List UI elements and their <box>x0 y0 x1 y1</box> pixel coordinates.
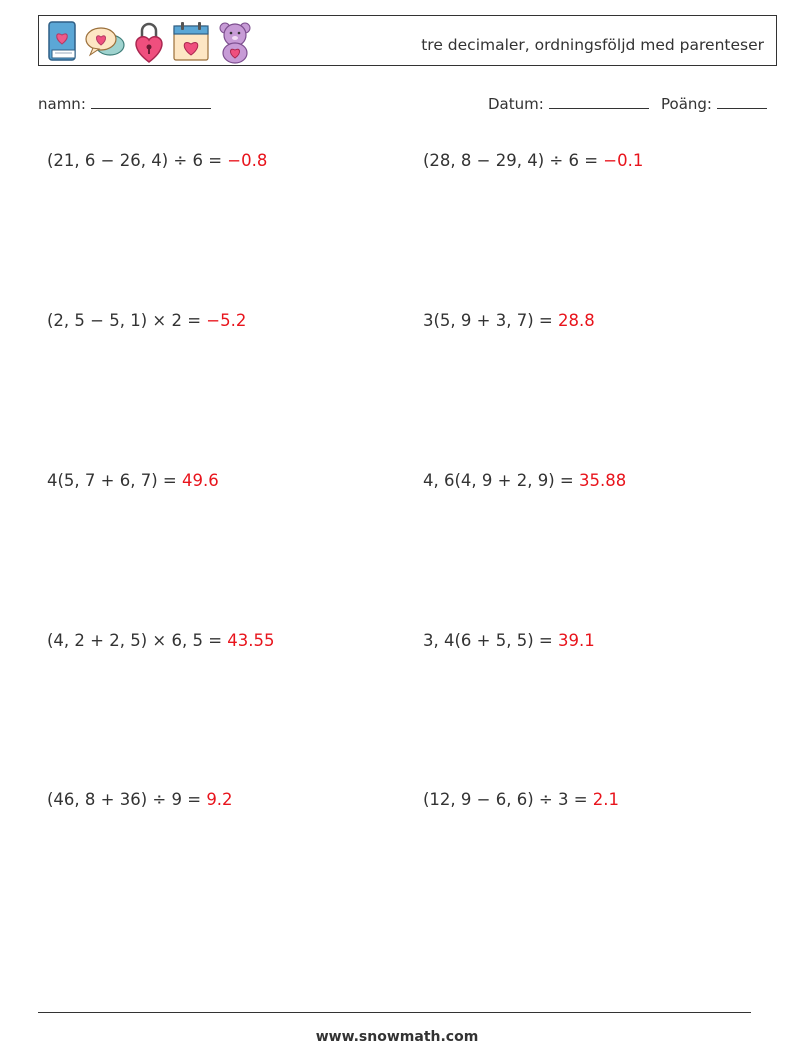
header-icons <box>46 20 254 64</box>
problem-2 <box>423 151 643 170</box>
problem-answer: 9.2 <box>206 790 233 809</box>
date-field[interactable] <box>488 94 649 113</box>
footer-divider <box>38 1012 751 1013</box>
worksheet-title: tre decimaler, ordningsföljd med parenteser <box>421 36 764 54</box>
problem-expression: (2, 5 − 5, 1) × 2 = <box>47 311 202 330</box>
problem-expression: (21, 6 − 26, 4) ÷ 6 = <box>47 151 223 170</box>
score-line[interactable] <box>717 94 767 109</box>
problem-10 <box>423 790 619 809</box>
problem-9 <box>47 790 233 809</box>
problem-expression: (28, 8 − 29, 4) ÷ 6 = <box>423 151 599 170</box>
problem-expression: 3, 4(6 + 5, 5) = <box>423 631 553 650</box>
problem-answer: 2.1 <box>592 790 620 809</box>
problem-4 <box>423 311 595 330</box>
problem-answer: 28.8 <box>557 311 595 330</box>
calendar-heart-icon <box>172 20 210 62</box>
heart-lock-icon <box>132 20 166 64</box>
problem-expression: 4, 6(4, 9 + 2, 9) = <box>423 471 574 490</box>
footer-url[interactable]: www.snowmath.com <box>315 1029 479 1045</box>
problem-answer: −0.8 <box>227 151 268 170</box>
problem-answer: 35.88 <box>578 471 627 490</box>
problem-7 <box>47 631 275 650</box>
speech-bubbles-heart-icon <box>84 20 126 62</box>
problem-expression: 3(5, 9 + 3, 7) = <box>423 311 553 330</box>
score-field[interactable] <box>661 94 767 113</box>
name-line[interactable] <box>91 94 211 109</box>
problem-answer: 43.55 <box>227 631 275 650</box>
problem-6 <box>423 471 626 490</box>
date-line[interactable] <box>549 94 649 109</box>
problem-answer: −0.1 <box>603 151 644 170</box>
problem-answer: 39.1 <box>557 631 595 650</box>
problem-answer: 49.6 <box>181 471 219 490</box>
teddy-bear-icon <box>216 20 254 64</box>
problem-8 <box>423 631 595 650</box>
date-label: Datum: <box>488 95 544 113</box>
problem-answer: −5.2 <box>206 311 247 330</box>
name-label: namn: <box>38 95 86 113</box>
name-field[interactable] <box>38 94 211 113</box>
problem-expression: 4(5, 7 + 6, 7) = <box>47 471 177 490</box>
worksheet-header <box>38 15 777 66</box>
problem-3 <box>47 311 246 330</box>
problem-expression: (12, 9 − 6, 6) ÷ 3 = <box>423 790 588 809</box>
problem-expression: (4, 2 + 2, 5) × 6, 5 = <box>47 631 223 650</box>
problem-expression: (46, 8 + 36) ÷ 9 = <box>47 790 202 809</box>
score-label: Poäng: <box>661 95 712 113</box>
book-heart-icon <box>46 20 78 62</box>
problem-1 <box>47 151 267 170</box>
problem-5 <box>47 471 219 490</box>
